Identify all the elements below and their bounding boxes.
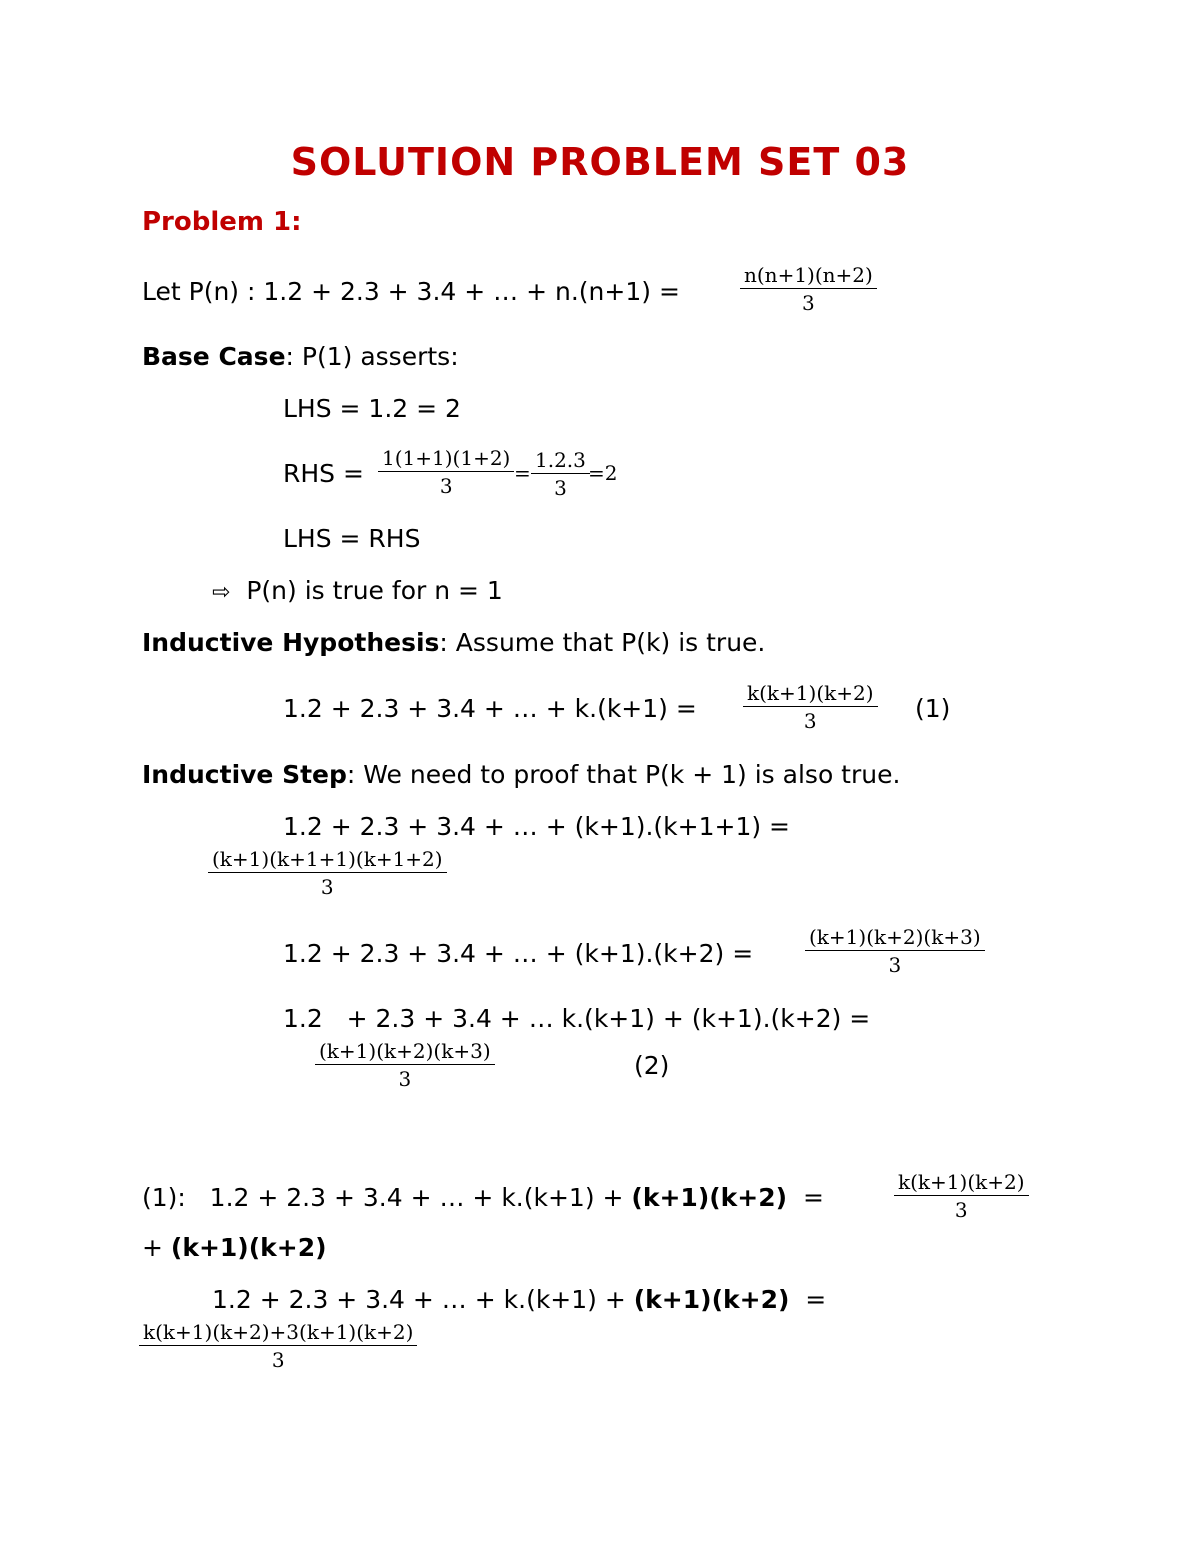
base-case-text: : P(1) asserts: [285,342,459,371]
derivation-line-3-bold: (k+1)(k+2) [633,1285,790,1314]
base-case-label: Base Case [142,342,286,371]
implies-arrow-icon: ⇨ [212,580,231,605]
derivation-line-1-fraction [894,1171,1029,1221]
step-label: Inductive Step [142,760,347,789]
derivation-line-1-equals: = [802,1183,824,1212]
fraction-denominator: 3 [803,709,817,733]
base-case-lhs: LHS = 1.2 = 2 [283,394,461,423]
fraction-numerator: (k+1)(k+2)(k+3) [805,926,985,951]
fraction-numerator: n(n+1)(n+2) [740,264,877,289]
fraction-numerator: k(k+1)(k+2) [894,1171,1029,1196]
derivation-line-2 [142,1231,327,1265]
step-tag: (2) [634,1051,670,1080]
step-equation-1-fraction [208,848,447,898]
step-text: : We need to proof that P(k + 1) is also true. [346,760,901,789]
derivation-line-2-text: + [142,1233,171,1262]
derivation-line-1-bold: (k+1)(k+2) [631,1183,788,1212]
base-case-rhs-fraction-1 [378,447,514,497]
derivation-line-3-fraction [139,1321,417,1371]
step-equation-3: 1.2 + 2.3 + 3.4 + … k.(k+1) + (k+1).(k+2) = [283,1004,871,1033]
step-equation-2: 1.2 + 2.3 + 3.4 + … + (k+1).(k+2) = [283,939,754,968]
base-case-equals-2: =2 [588,461,618,485]
fraction-numerator: (k+1)(k+2)(k+3) [315,1040,495,1065]
derivation-line-3 [212,1283,826,1317]
fraction-denominator: 3 [888,953,902,977]
step-equation-1: 1.2 + 2.3 + 3.4 + … + (k+1).(k+1+1) = [283,812,791,841]
step-equation-2-fraction [805,926,985,976]
derivation-line-1 [142,1181,824,1215]
hypothesis-tag: (1) [915,694,951,723]
hypothesis-line [142,626,765,660]
fraction-denominator: 3 [320,875,334,899]
fraction-numerator: k(k+1)(k+2) [743,682,878,707]
base-case-conclusion-text: P(n) is true for n = 1 [246,576,503,605]
base-case-lhs-equals-rhs: LHS = RHS [283,524,421,553]
fraction-denominator: 3 [802,291,815,315]
base-case-line [142,340,459,374]
step-line [142,758,900,792]
fraction-numerator: (k+1)(k+1+1)(k+1+2) [208,848,447,873]
fraction-numerator: k(k+1)(k+2)+3(k+1)(k+2) [139,1321,417,1346]
derivation-line-3-text: 1.2 + 2.3 + 3.4 + … + k.(k+1) + [212,1285,634,1314]
fraction-denominator: 3 [554,476,567,500]
page-title: SOLUTION PROBLEM SET 03 [290,140,910,184]
hypothesis-equation: 1.2 + 2.3 + 3.4 + … + k.(k+1) = [283,694,697,723]
hypothesis-text: : Assume that P(k) is true. [439,628,766,657]
fraction-denominator: 3 [271,1348,285,1372]
derivation-line-1-text: (1): 1.2 + 2.3 + 3.4 + … + k.(k+1) + [142,1183,632,1212]
fraction-numerator: 1.2.3 [531,449,590,474]
statement-text: Let P(n) : 1.2 + 2.3 + 3.4 + … + n.(n+1) = [142,277,680,306]
fraction-denominator: 3 [439,474,453,498]
hypothesis-label: Inductive Hypothesis [142,628,440,657]
step-equation-3-fraction [315,1040,495,1090]
problem-heading: Problem 1: [142,207,302,237]
base-case-equals-1: = [514,461,531,485]
statement-fraction [740,264,877,314]
base-case-rhs-fraction-2 [531,449,590,499]
hypothesis-fraction [743,682,878,732]
derivation-line-2-bold: (k+1)(k+2) [170,1233,327,1262]
fraction-denominator: 3 [398,1067,412,1091]
derivation-line-3-equals: = [805,1285,827,1314]
fraction-numerator: 1(1+1)(1+2) [378,447,514,472]
base-case-rhs-label: RHS = [283,459,364,488]
fraction-denominator: 3 [954,1198,968,1222]
base-case-conclusion [212,574,503,610]
